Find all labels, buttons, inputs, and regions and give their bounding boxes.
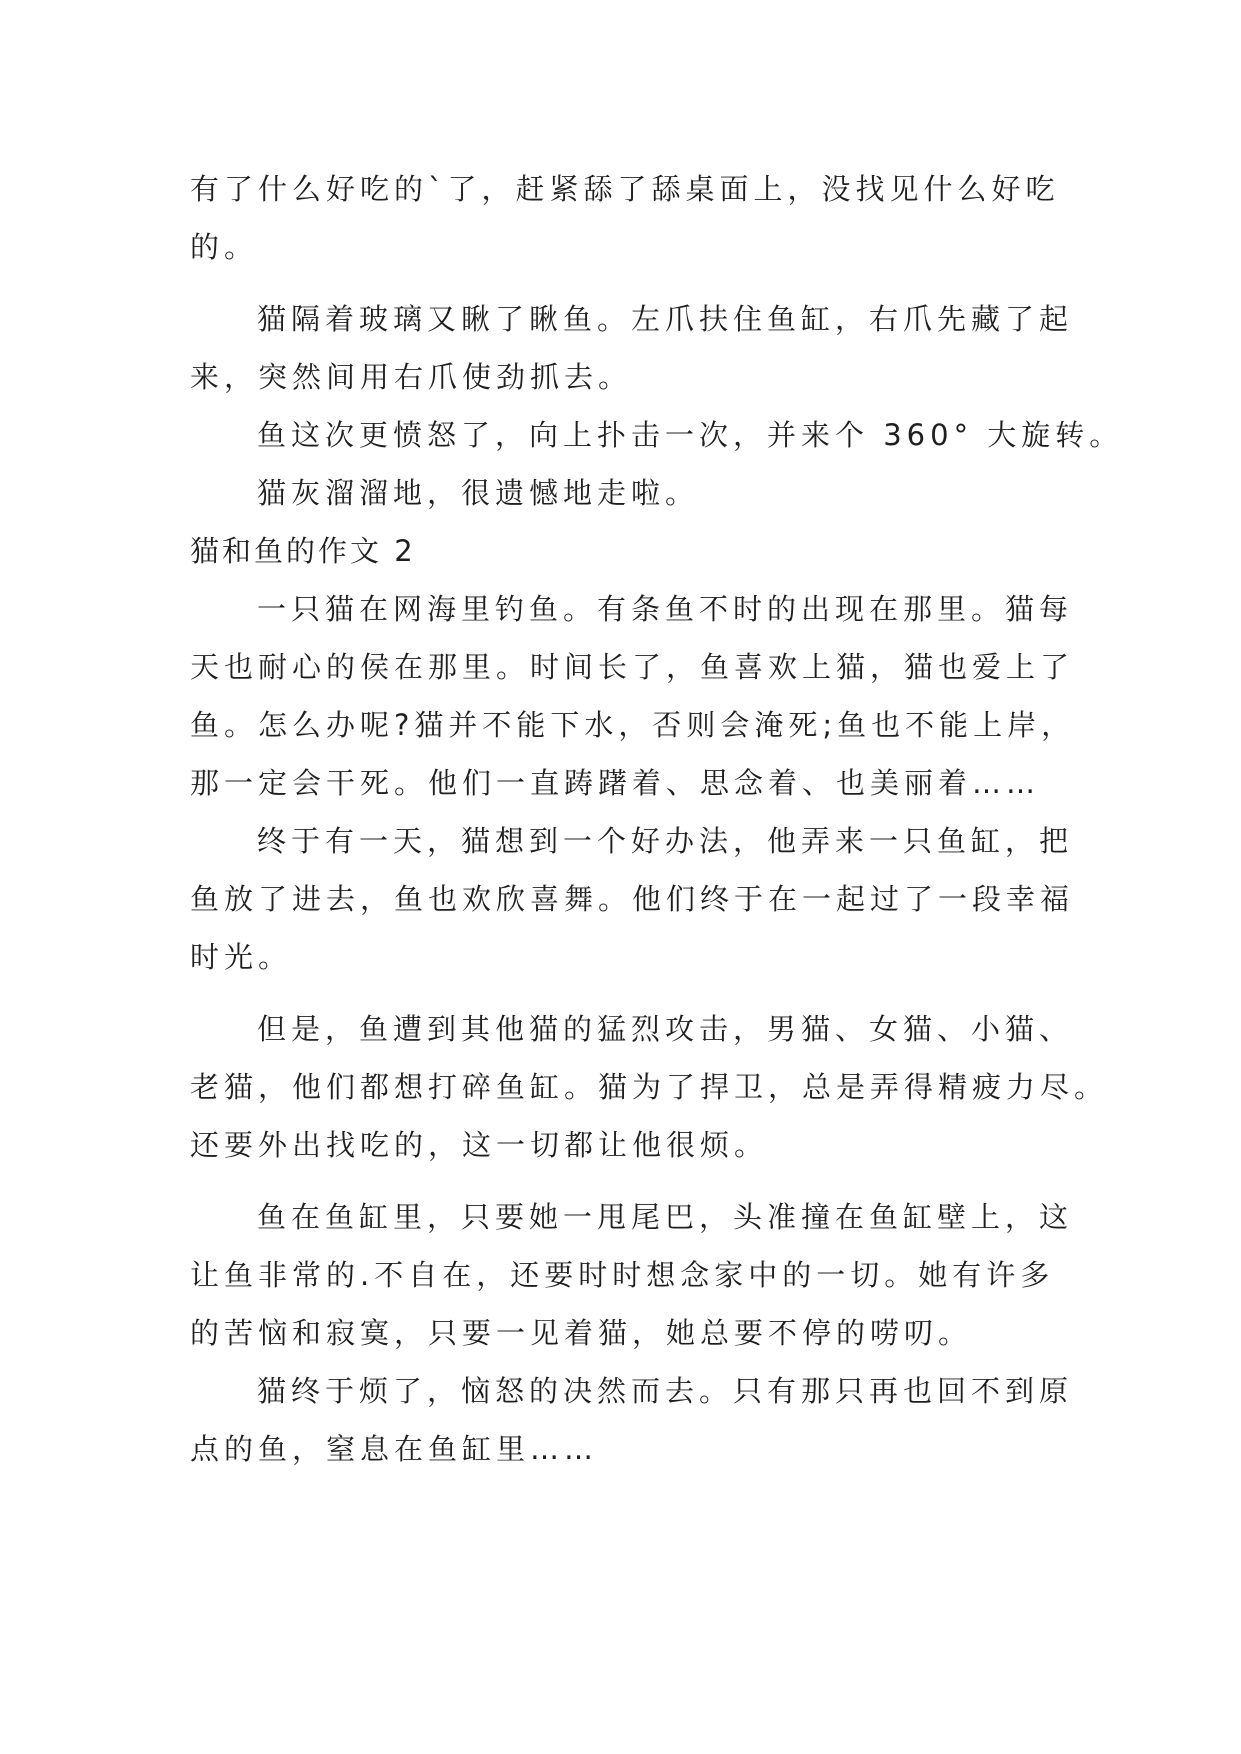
paragraph [190, 812, 1075, 986]
text-line: 让鱼非常的.不自在，还要时时想念家中的一切。她有许多 [190, 1258, 1055, 1292]
document-body [190, 160, 1124, 1478]
text-line: 天也耐心的侯在那里。时间长了，鱼喜欢上猫，猫也爱上了 [190, 650, 1075, 684]
text-line: 点的鱼，窒息在鱼缸里…… [190, 1432, 599, 1466]
text-line: 还要外出找吃的，这一切都让他很烦。 [190, 1128, 769, 1162]
paragraph [190, 1362, 1074, 1478]
text-line: 有了什么好吃的`了，赶紧舔了舔桌面上，没找见什么好吃 [190, 172, 1060, 206]
text-line: 鱼这次更愤怒了，向上扑击一次，并来个 360° 大旋转。 [257, 418, 1124, 452]
paragraph [190, 1000, 1109, 1174]
text-line: 猫灰溜溜地，很遗憾地走啦。 [257, 476, 700, 510]
text-line: 的苦恼和寂寞，只要一见着猫，她总要不停的唠叨。 [190, 1316, 973, 1350]
paragraph [190, 160, 1070, 276]
text-line: 那一定会干死。他们一直踌躇着、思念着、也美丽着…… [190, 766, 1041, 800]
text-line: 鱼放了进去，鱼也欢欣喜舞。他们终于在一起过了一段幸福 [190, 882, 1075, 916]
paragraph [190, 406, 1124, 464]
text-line: 鱼在鱼缸里，只要她一甩尾巴，头准撞在鱼缸壁上，这 [257, 1200, 1074, 1234]
text-line: 猫终于烦了，恼怒的决然而去。只有那只再也回不到原 [257, 1374, 1074, 1408]
text-line: 时光。 [190, 940, 293, 974]
text-line: 的。 [190, 230, 259, 264]
text-line: 一只猫在网海里钓鱼。有条鱼不时的出现在那里。猫每 [257, 592, 1074, 626]
paragraph [190, 580, 1076, 812]
text-line: 但是，鱼遭到其他猫的猛烈攻击，男猫、女猫、小猫、 [257, 1012, 1074, 1046]
text-line: 猫隔着玻璃又瞅了瞅鱼。左爪扶住鱼缸，右爪先藏了起 [257, 302, 1074, 336]
section-heading: 猫和鱼的作文 2 [190, 534, 416, 568]
text-line: 鱼。怎么办呢?猫并不能下水，否则会淹死;鱼也不能上岸， [190, 708, 1076, 742]
text-line: 老猫，他们都想打碎鱼缸。猫为了捍卫，总是弄得精疲力尽。 [190, 1070, 1109, 1104]
paragraph [190, 290, 1074, 406]
text-line: 来，突然间用右爪使劲抓去。 [190, 360, 633, 394]
paragraph [190, 1188, 1074, 1362]
paragraph [190, 464, 1070, 522]
text-line: 终于有一天，猫想到一个好办法，他弄来一只鱼缸，把 [257, 824, 1074, 858]
